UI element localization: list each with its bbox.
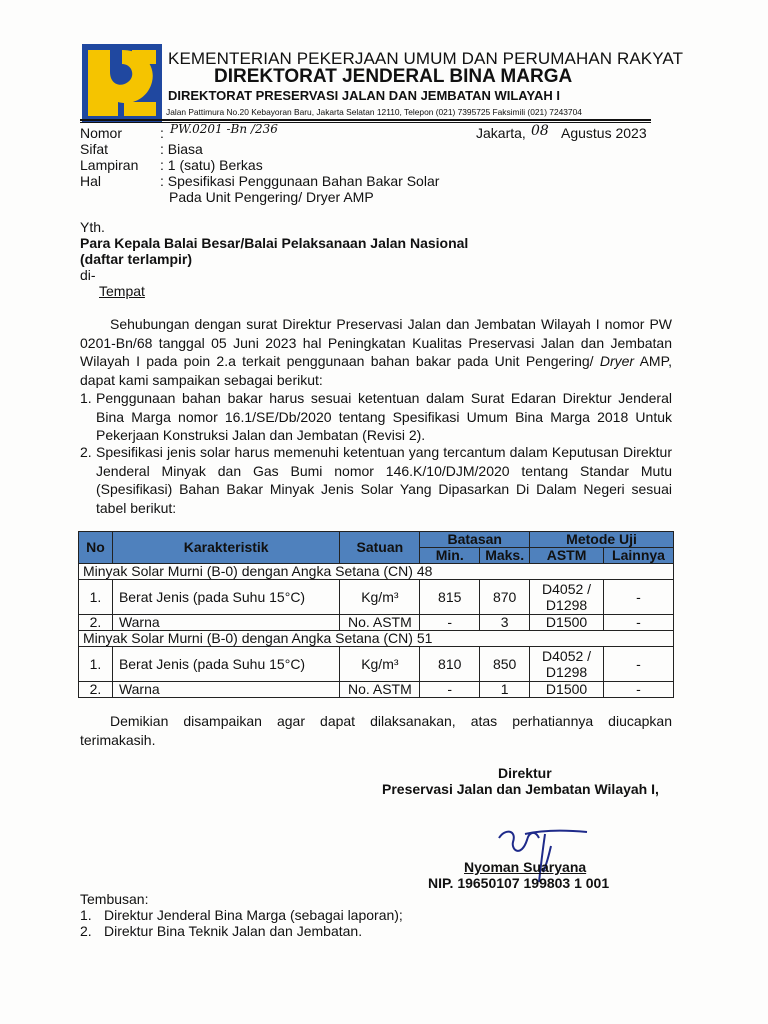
cell-no: 1. [79,647,113,682]
cell-min: 810 [420,647,480,682]
table-row [79,647,674,682]
header-maks: Maks. [480,548,530,564]
cell-karakteristik: Warna [112,615,339,631]
cell-astm [530,580,604,615]
item2-num: 2. [80,444,92,460]
cell-astm-line2: D1298 [545,597,588,613]
header-metode: Metode Uji [530,532,674,548]
tembusan-label: Tembusan: [80,891,149,907]
table-row [79,682,674,698]
intro-end: AMP, dapat kami sampaikan sebagai berikut: [80,353,672,388]
cell-satuan: No. ASTM [340,615,420,631]
cell-astm [530,647,604,682]
cell-karakteristik: Warna [112,682,339,698]
item1-num: 1. [80,390,92,406]
tembusan-item-num: 1. [80,907,92,923]
cell-astm: D1500 [530,615,604,631]
cell-astm-line2: D1298 [545,664,588,680]
cell-maks: 870 [480,580,530,615]
nomor-label: Nomor [80,125,123,141]
group-row-cn48: Minyak Solar Murni (B-0) dengan Angka Setana (CN) 48 [79,564,674,580]
header-satuan: Satuan [340,532,420,564]
date-month-year: Agustus 2023 [561,125,647,141]
sifat-label: Sifat [80,141,109,157]
table-row [79,615,674,631]
header-lainnya: Lainnya [604,548,674,564]
addressee-line1: Para Kepala Balai Besar/Balai Pelaksanaan Jalan Nasional [80,235,469,251]
hal-value-line2: Pada Unit Pengering/ Dryer AMP [169,189,374,205]
cell-satuan: Kg/m³ [340,647,420,682]
item1-text: Penggunaan bahan bakar harus sesuai ketentuan dalam Surat Edaran Direktur Jenderal Bina Marga nomor 16.1/SE/Db/2020 tentang Spesifikasi Umum Bina Marga 2018 Untuk Pekerjaan Konstruksi Jalan dan Jembatan (Revisi 2). [96,390,672,444]
fuel-spec-table [78,531,674,698]
cell-astm-line1: D4052 / [542,581,592,597]
tembusan-item: Direktur Bina Teknik Jalan dan Jembatan. [104,923,363,939]
signature-title1: Direktur [498,765,552,781]
table-row [79,580,674,615]
directorate-name: DIREKTORAT PRESERVASI JALAN DAN JEMBATAN WILAYAH I [168,88,560,103]
header-karakteristik: Karakteristik [112,532,339,564]
cell-no: 2. [79,615,113,631]
signature-nip: NIP. 19650107 199803 1 001 [428,875,610,891]
cell-satuan: Kg/m³ [340,580,420,615]
intro-dryer: Dryer [599,353,635,370]
cell-maks: 850 [480,647,530,682]
sifat-value: : Biasa [160,141,203,157]
lampiran-value: : 1 (satu) Berkas [160,157,263,173]
cell-astm-line1: D4052 / [542,648,592,664]
letterhead-rule-thin [80,122,651,123]
nomor-colon: : [160,125,164,141]
addressee-di: di- [80,267,96,283]
header-no: No [79,532,113,564]
letterhead-rule [80,119,651,121]
cell-min: - [420,615,480,631]
date-day: 08 [531,123,549,139]
cell-no: 2. [79,682,113,698]
group-row-cn51: Minyak Solar Murni (B-0) dengan Angka Setana (CN) 51 [79,631,674,647]
cell-satuan: No. ASTM [340,682,420,698]
yth: Yth. [80,219,105,235]
cell-maks: 3 [480,615,530,631]
cell-lainnya: - [604,580,674,615]
header-min: Min. [420,548,480,564]
closing-paragraph: Demikian disampaikan agar dapat dilaksanakan, atas perhatiannya diucapkan terimakasih. [80,713,672,748]
tembusan-item: Direktur Jenderal Bina Marga (sebagai laporan); [104,907,403,923]
intro-paragraph [80,315,672,389]
cell-lainnya: - [604,615,674,631]
pupr-logo-icon [82,44,162,122]
ministry-name: KEMENTERIAN PEKERJAAN UMUM DAN PERUMAHAN RAKYAT [168,49,684,68]
directorate-general-name: DIREKTORAT JENDERAL BINA MARGA [214,66,573,87]
date-city: Jakarta, [476,125,526,141]
letterhead-address: Jalan Pattimura No.20 Kebayoran Baru, Jakarta Selatan 12110, Telepon (021) 7395725 Faksimili (021) 7243704 [166,107,582,117]
intro-text: Sehubungan dengan surat Direktur Preservasi Jalan dan Jembatan Wilayah I nomor PW 0201-Bn/68 tanggal 05 Juni 2023 hal Peningkatan Kualitas Preservasi Jalan dan Jembatan Wilayah I pada poin 2.a terkait penggunaan bahan bakar pada Unit Pengering/ [80,316,672,370]
cell-astm: D1500 [530,682,604,698]
nomor-value: PW.0201 -Bn /236 [170,122,278,136]
lampiran-label: Lampiran [80,157,139,173]
cell-min: - [420,682,480,698]
item2-text: Spesifikasi jenis solar harus memenuhi ketentuan yang tercantum dalam Keputusan Direktur Jenderal Minyak dan Gas Bumi nomor 146.K/10/DJM/2020 tentang Standar Mutu (Spesifikasi) Bahan Bakar Minyak Jenis Solar Yang Dipasarkan Di Dalam Negeri sesuai tabel berikut: [96,444,672,516]
cell-maks: 1 [480,682,530,698]
cell-karakteristik: Berat Jenis (pada Suhu 15°C) [112,647,339,682]
hal-label: Hal [80,173,102,189]
addressee-tempat: Tempat [99,283,145,299]
header-astm: ASTM [530,548,604,564]
hal-value: : Spesifikasi Penggunaan Bahan Bakar Solar [160,173,440,189]
signature-name: Nyoman Suaryana [464,859,587,875]
cell-no: 1. [79,580,113,615]
addressee-line2: (daftar terlampir) [80,251,193,267]
header-batasan: Batasan [420,532,530,548]
cell-lainnya: - [604,682,674,698]
tembusan-item-num: 2. [80,923,92,939]
cell-karakteristik: Berat Jenis (pada Suhu 15°C) [112,580,339,615]
cell-lainnya: - [604,647,674,682]
signature-title2: Preservasi Jalan dan Jembatan Wilayah I, [382,781,659,797]
cell-min: 815 [420,580,480,615]
